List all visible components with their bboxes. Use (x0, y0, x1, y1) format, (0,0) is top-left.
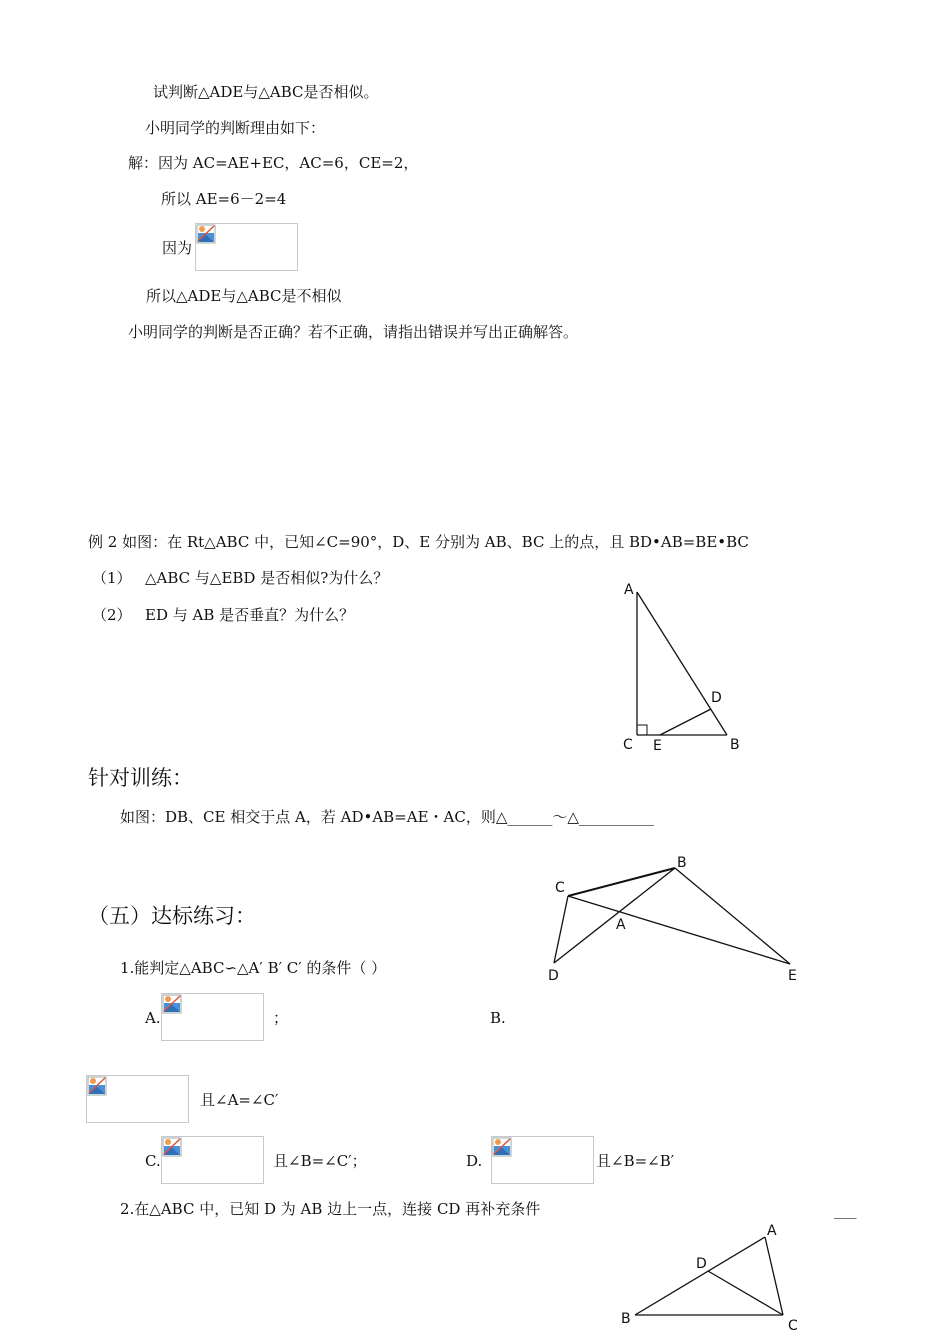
example2-q2-text: ED 与 AB 是否垂直？为什么？ (145, 606, 355, 624)
example2-q1-number: （1） (92, 569, 132, 587)
problem1-reason-intro: 小明同学的判断理由如下： (145, 119, 326, 137)
option-a-label: A. (145, 1009, 161, 1027)
right-triangle-figure (610, 575, 760, 760)
practice-q1: 1.能判定△ABC∽△A′ B′ C′ 的条件（ ） (120, 959, 387, 977)
label-d: D (696, 1256, 707, 1272)
problem1-prompt: 试判断△ADE与△ABC是否相似。 (153, 83, 379, 101)
practice-q2: 2.在△ABC 中，已知 D 为 AB 边上一点，连接 CD 再补充条件 (120, 1200, 541, 1218)
practice-heading: （五）达标练习： (88, 904, 256, 928)
label-b: B (677, 855, 687, 871)
label-c: C (623, 737, 633, 753)
option-c-condition: 且∠B=∠C′； (273, 1152, 367, 1170)
label-b: B (730, 737, 740, 753)
option-c-image-placeholder (161, 1136, 264, 1184)
broken-image-icon (196, 224, 216, 244)
practice-q2-blank: ___ (834, 1201, 857, 1219)
side-ba (635, 1237, 765, 1315)
segment-dc (708, 1271, 783, 1315)
right-angle-mark (637, 725, 647, 735)
side-ac (765, 1237, 783, 1315)
label-a: A (767, 1223, 777, 1239)
segment-cb (568, 868, 675, 896)
broken-image-icon (162, 1137, 182, 1157)
option-b-image-placeholder (86, 1075, 189, 1123)
broken-image-icon (162, 994, 182, 1014)
option-c-label: C. (145, 1152, 161, 1170)
option-b-label: B. (490, 1009, 506, 1027)
label-d: D (548, 968, 559, 984)
formula-image-placeholder (195, 223, 298, 271)
option-d-label: D. (466, 1152, 483, 1170)
label-a: A (616, 917, 626, 933)
problem1-solution-line3: 因为 (162, 239, 193, 257)
segment-be (675, 868, 790, 964)
example2-stem: 例 2 如图：在 Rt△ABC 中，已知∠C=90°，D、E 分别为 AB、BC 上的点，且 BD•AB=BE•BC (88, 533, 749, 551)
example2-q2-number: （2） (92, 606, 132, 624)
problem1-question: 小明同学的判断是否正确？若不正确，请指出错误并写出正确解答。 (128, 323, 579, 341)
option-d-image-placeholder (491, 1136, 594, 1184)
label-b: B (621, 1311, 631, 1327)
problem1-solution-line2: 所以 AE=6－2=4 (161, 190, 287, 208)
crossing-triangles-figure (540, 850, 815, 985)
label-e: E (788, 968, 797, 984)
option-b-condition: 且∠A=∠C′ (200, 1091, 279, 1109)
segment-ed (660, 709, 711, 735)
broken-image-icon (87, 1076, 107, 1096)
label-d: D (711, 690, 722, 706)
option-a-image-placeholder (161, 993, 264, 1041)
label-c: C (788, 1318, 798, 1334)
training-text: 如图：DB、CE 相交于点 A，若 AD•AB=AE・AC，则△______～△__________ (120, 808, 654, 826)
problem1-solution-line1: 解：因为 AC=AE+EC，AC=6，CE=2， (128, 154, 419, 172)
label-e: E (653, 738, 662, 754)
example2-q1-text: △ABC 与△EBD 是否相似?为什么？ (145, 569, 389, 587)
triangle-abc-figure (615, 1215, 805, 1340)
label-c: C (555, 880, 565, 896)
label-a: A (624, 582, 634, 598)
training-heading: 针对训练： (88, 766, 193, 790)
segment-ce (568, 896, 790, 964)
option-d-condition: 且∠B=∠B′ (596, 1152, 675, 1170)
side-ab (637, 592, 727, 735)
problem1-solution-line4: 所以△ADE与△ABC是不相似 (146, 287, 342, 305)
segment-bd (554, 868, 675, 963)
broken-image-icon (492, 1137, 512, 1157)
option-a-separator: ； (273, 1009, 289, 1027)
